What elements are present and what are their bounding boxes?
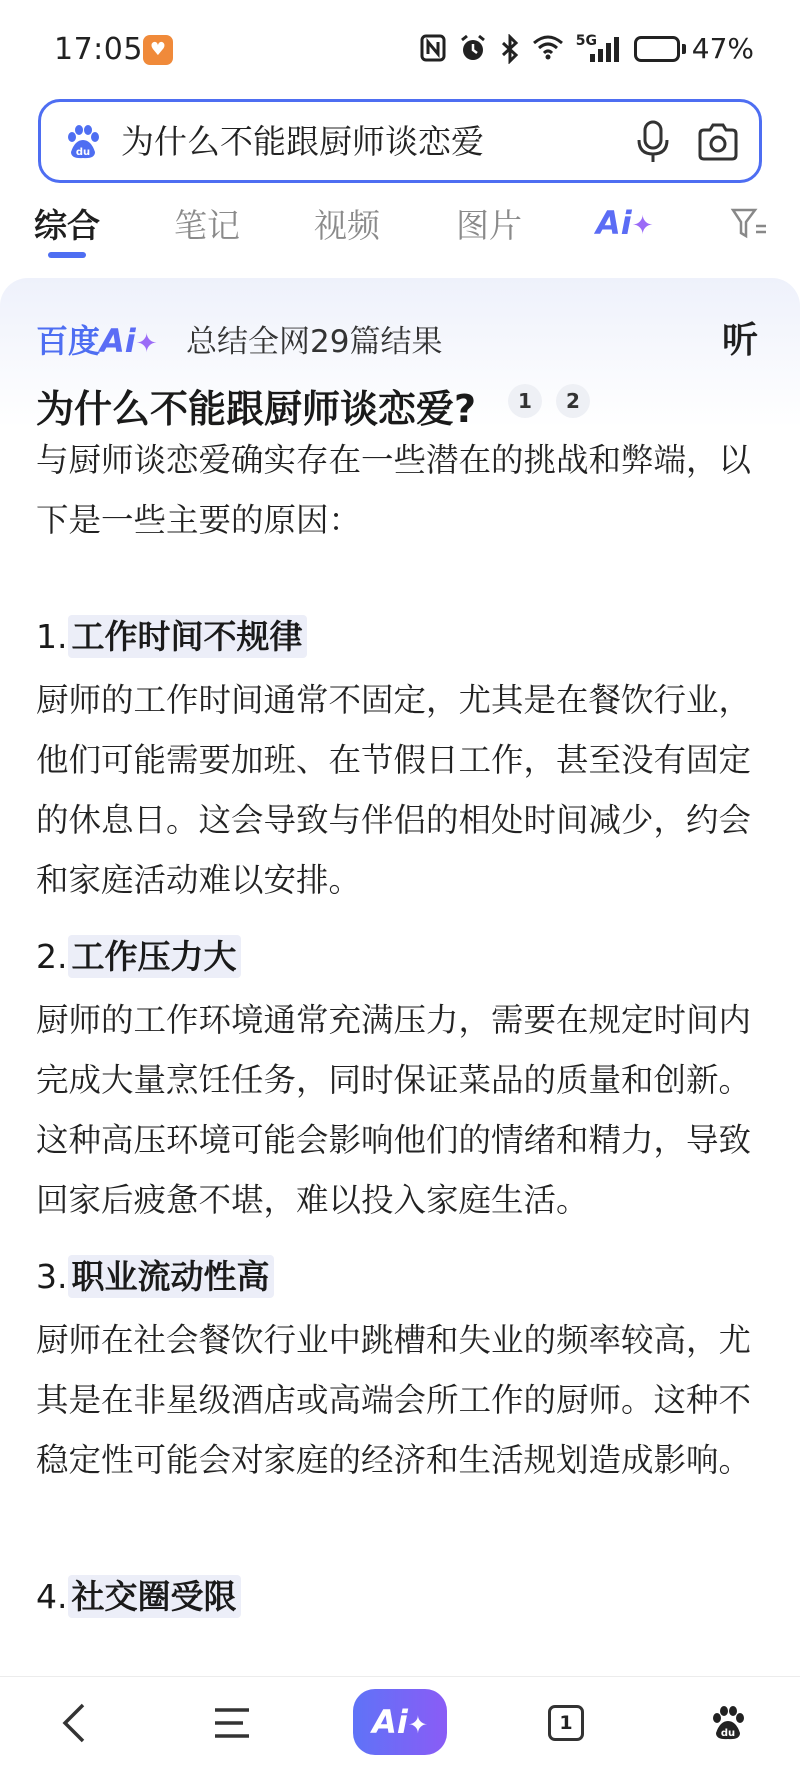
menu-button[interactable] (200, 1677, 264, 1768)
search-box[interactable] (38, 99, 762, 183)
result-tabs (0, 196, 800, 262)
section-number: 2. (36, 937, 68, 976)
tabs-icon (548, 1705, 584, 1741)
brand-ai-text: Ai (100, 322, 136, 360)
status-icons (420, 32, 754, 65)
tab-count: 1 (559, 1712, 573, 1734)
battery-icon (634, 32, 754, 65)
svg-text:du: du (75, 147, 91, 158)
section-heading (36, 614, 307, 660)
ai-star-icon: ✦ (631, 211, 654, 241)
section-title: 工作时间不规律 (68, 615, 307, 658)
section-heading (36, 1574, 241, 1620)
baidu-home-button[interactable] (696, 1677, 760, 1768)
wifi-icon (532, 34, 564, 64)
section-title: 职业流动性高 (68, 1255, 274, 1298)
bluetooth-icon (500, 34, 520, 64)
camera-icon[interactable] (696, 122, 740, 162)
section-heading (36, 934, 241, 980)
baidu-paw-icon (63, 122, 103, 162)
menu-icon (213, 1706, 251, 1740)
section-title: 社交圈受限 (68, 1575, 241, 1618)
svg-text:du: du (720, 1728, 736, 1739)
citation-1[interactable]: 1 (508, 384, 542, 418)
ai-summary-card (0, 278, 800, 1678)
search-input[interactable]: 为什么不能跟厨师谈恋爱 (121, 122, 484, 161)
section-number: 3. (36, 1257, 68, 1296)
section-title: 工作压力大 (68, 935, 241, 978)
battery-percent: 47% (691, 32, 754, 65)
brand-text: 百度 (36, 322, 101, 360)
active-tab-indicator (48, 252, 86, 258)
answer-intro: 与厨师谈恋爱确实存在一些潜在的挑战和弊端，以下是一些主要的原因： (36, 441, 752, 539)
network-type: 5G (575, 32, 597, 49)
tab-images[interactable]: 图片 (456, 206, 522, 245)
listen-button[interactable]: 听 (722, 320, 759, 361)
baidu-home-icon (708, 1703, 748, 1743)
bottom-navigation (0, 1676, 800, 1768)
alarm-icon (458, 34, 488, 64)
tab-videos[interactable]: 视频 (314, 206, 380, 245)
ai-summary-count: 总结全网29篇结果 (186, 324, 443, 360)
tabs-button[interactable] (534, 1677, 598, 1768)
back-icon (59, 1701, 89, 1745)
app-notification-icon: ♥ (143, 35, 173, 65)
tab-ai[interactable] (596, 204, 654, 242)
nfc-icon (420, 34, 446, 64)
status-bar (0, 0, 800, 100)
ai-assistant-star-icon: ✦ (407, 1711, 428, 1739)
section-number: 4. (36, 1577, 68, 1616)
status-time: 17:05 (54, 32, 143, 67)
section-number: 1. (36, 617, 68, 656)
baidu-ai-logo (36, 316, 158, 362)
section-heading (36, 1254, 274, 1300)
filter-icon[interactable] (730, 206, 768, 242)
answer-title: 为什么不能跟厨师谈恋爱? (36, 387, 477, 431)
tab-notes[interactable]: 笔记 (174, 206, 240, 245)
tab-comprehensive[interactable]: 综合 (34, 206, 100, 245)
ai-assistant-label: Ai (372, 1703, 408, 1741)
signal-5g-icon (576, 34, 622, 64)
citation-2[interactable]: 2 (556, 384, 590, 418)
ai-assistant-button[interactable] (353, 1689, 447, 1755)
microphone-icon[interactable] (633, 120, 673, 164)
section-body: 厨师的工作时间通常不固定，尤其是在餐饮行业，他们可能需要加班、在节假日工作，甚至没有固定的休息日。这会导致与伴侣的相处时间减少，约会和家庭活动难以安排。 (36, 681, 752, 899)
brand-star-icon: ✦ (135, 329, 158, 359)
back-button[interactable] (44, 1677, 104, 1768)
tab-ai-label: Ai (596, 204, 632, 242)
section-body: 厨师的工作环境通常充满压力，需要在规定时间内完成大量烹饪任务，同时保证菜品的质量和创新。这种高压环境可能会影响他们的情绪和精力，导致回家后疲惫不堪，难以投入家庭生活。 (36, 1001, 752, 1219)
section-body: 厨师在社会餐饮行业中跳槽和失业的频率较高，尤其是在非星级酒店或高端会所工作的厨师。这种不稳定性可能会对家庭的经济和生活规划造成影响。 (36, 1321, 752, 1479)
